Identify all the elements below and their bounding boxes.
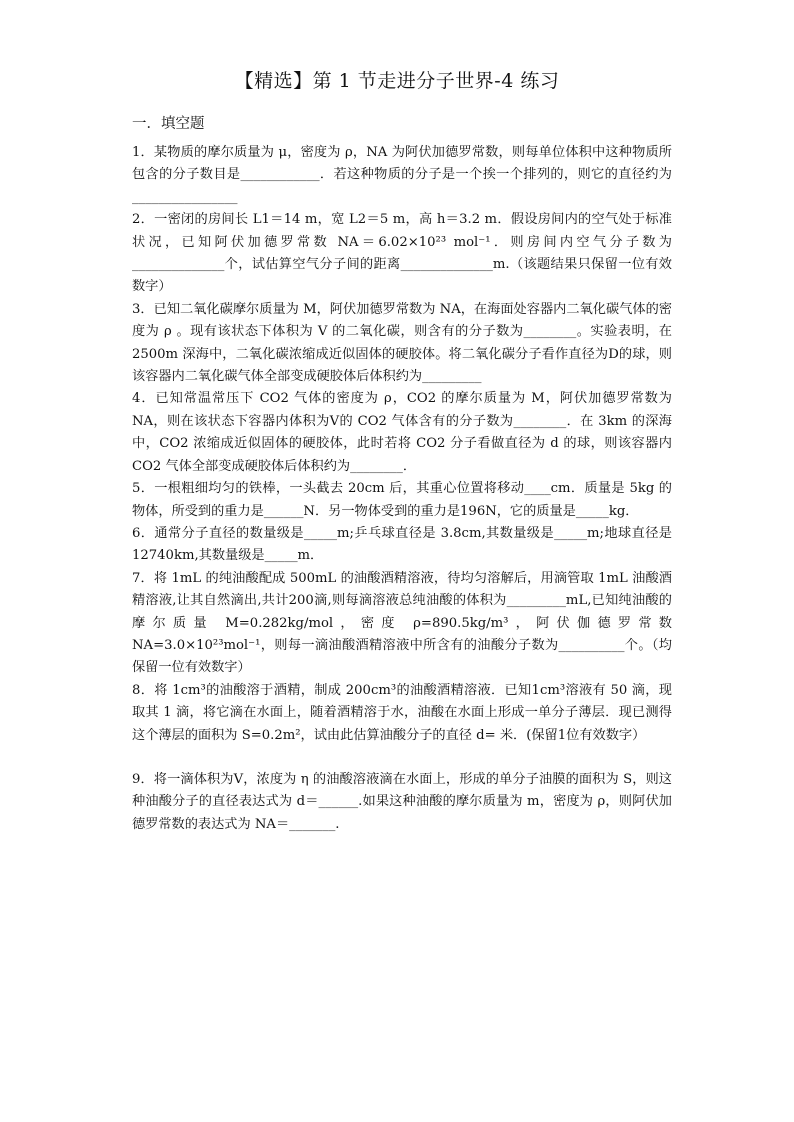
question-1: 1．某物质的摩尔质量为 μ，密度为 ρ，NA 为阿伏加德罗常数，则每单位体积中这种物质所包含的分子数目是____________．若这种物质的分子是一个挨一个排列的，则它的直径约为________________ xyxy=(132,145,672,205)
question-8: 8．将 1cm³的油酸溶于酒精，制成 200cm³的油酸酒精溶液．已知1cm³溶液有 50 滴，现取其 1 滴，将它滴在水面上，随着酒精溶于水，油酸在水面上形成一单分子薄层．现已测得这个薄层的面积为 S=0.2m²，试由此估算油酸分子的直径 d= 米．(保留1位有效数字） xyxy=(132,682,672,743)
question-9: 9．将一滴体积为V，浓度为 η 的油酸溶液滴在水面上，形成的单分子油膜的面积为 S，则这种油酸分子的直径表达式为 d＝______.如果这种油酸的摩尔质量为 m，密度为 ρ，则阿伏加德罗常数的表达式为 NA＝_______. xyxy=(132,771,672,832)
page-title: 【精选】第 1 节走进分子世界-4 练习 xyxy=(234,70,560,92)
question-3: 3．已知二氧化碳摩尔质量为 M，阿伏加德罗常数为 NA，在海面处容器内二氧化碳气体的密度为 ρ 。现有该状态下体积为 V 的二氧化碳，则含有的分子数为________。实验表明，在 2500m 深海中，二氧化碳浓缩成近似固体的硬胶体。将二氧化碳分子看作直径为D的球，则该容器内二氧化碳气体全部变成硬胶体后体积约为_________ xyxy=(132,301,672,385)
question-4: 4．已知常温常压下 CO2 气体的密度为 ρ，CO2 的摩尔质量为 M，阿伏加德罗常数为 NA，则在该状态下容器内体积为V的 CO2 气体含有的分子数为________．在 3km 的深海中，CO2 浓缩成近似固体的硬胶体，此时若将 CO2 分子看做直径为 d 的球，则该容器内 CO2 气体全部变成硬胶体后体积约为________． xyxy=(132,391,672,474)
question-7: 7．将 1mL 的纯油酸配成 500mL 的油酸酒精溶液，待均匀溶解后，用滴管取 1mL 油酸酒精溶液,让其自然滴出,共计200滴,则每滴溶液总纯油酸的体积为_________mL,已知纯油酸的摩尔质量 M=0.282kg/mol，密度 ρ=890.5kg/m³，阿伏伽德罗常数 NA=3.0×10²³mol⁻¹，则每一滴油酸酒精溶液中所含有的油酸分子数为__________个。（均保留一位有效数字） xyxy=(132,570,672,676)
question-5: 5．一根粗细均匀的铁棒，一头截去 20cm 后，其重心位置将移动____cm．质量是 5kg 的物体，所受到的重力是______N．另一物体受到的重力是196N，它的质量是_____kg． xyxy=(132,481,672,519)
question-list xyxy=(132,142,672,836)
question-2: 2．一密闭的房间长 L1＝14 m，宽 L2＝5 m，高 h＝3.2 m．假设房间内的空气处于标准状况，已知阿伏加德罗常数 NA＝6.02×10²³ mol⁻¹．则房间内空气分子数为______________个，试估算空气分子间的距离______________m.（该题结果只保留一位有效数字） xyxy=(132,212,672,295)
section-heading: 一．填空题 xyxy=(132,116,205,132)
question-6: 6．通常分子直径的数量级是_____m;乒乓球直径是 3.8cm,其数量级是_____m;地球直径是12740km,其数量级是_____m． xyxy=(132,525,672,564)
